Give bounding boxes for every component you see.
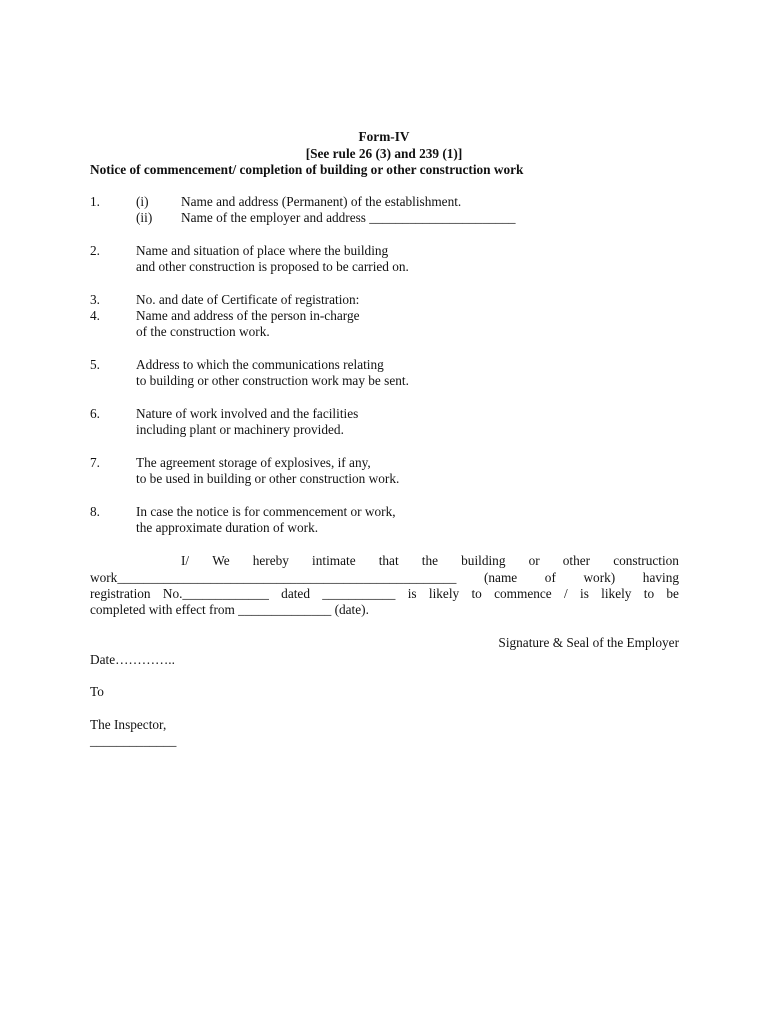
notice-title: Notice of commencement/ completion of building or other construction work [90, 162, 524, 177]
item-number: 3. [90, 292, 100, 307]
declaration-word: work___________________________________________________ [90, 570, 457, 585]
item-text: Name and address (Permanent) of the establishment. [181, 194, 462, 209]
item-text: Name of the employer and address ______________________ [181, 210, 516, 225]
item-number: 1. [90, 194, 100, 209]
declaration-word: likely [428, 586, 460, 601]
declaration-word: hereby [252, 553, 289, 568]
declaration-word: commence [494, 586, 552, 601]
item-text: In case the notice is for commencement or work, [136, 504, 396, 519]
declaration-word: the [421, 553, 439, 568]
declaration-word: (name [483, 570, 518, 585]
declaration-word: No._____________ [162, 586, 269, 601]
declaration-word: or [528, 553, 540, 568]
declaration-word: be [666, 586, 679, 601]
item-number: 4. [90, 308, 100, 323]
item-text: including plant or machinery provided. [136, 422, 344, 437]
declaration-word: intimate [312, 553, 356, 568]
declaration-word: I/ [181, 553, 190, 568]
item-number: 2. [90, 243, 100, 258]
item-text: of the construction work. [136, 324, 270, 339]
to-label: To [90, 684, 104, 699]
declaration-line-2 [90, 570, 679, 586]
item-number: 7. [90, 455, 100, 470]
declaration-word: that [378, 553, 399, 568]
declaration-word: is [580, 586, 589, 601]
item-number: 8. [90, 504, 100, 519]
declaration-word: construction [613, 553, 679, 568]
item-sub-label: (ii) [136, 210, 153, 225]
declaration-word: / [564, 586, 568, 601]
declaration-word: ___________ [322, 586, 396, 601]
declaration-line-3 [90, 586, 679, 602]
item-text: Name and situation of place where the building [136, 243, 389, 258]
item-number: 6. [90, 406, 100, 421]
declaration-line-4: completed with effect from ______________ (date). [90, 602, 369, 617]
declaration-word: work) [583, 570, 616, 585]
item-text: and other construction is proposed to be carried on. [136, 259, 409, 274]
item-text: The agreement storage of explosives, if any, [136, 455, 371, 470]
declaration-word: to [643, 586, 655, 601]
inspector-label: The Inspector, [90, 717, 167, 732]
rule-reference: [See rule 26 (3) and 239 (1)] [305, 146, 463, 161]
item-text: Nature of work involved and the facilities [136, 406, 359, 421]
declaration-word: other [562, 553, 591, 568]
declaration-word: of [544, 570, 556, 585]
item-text: the approximate duration of work. [136, 520, 319, 535]
inspector-blank-line: _____________ [90, 733, 177, 748]
item-text: Address to which the communications relating [136, 357, 384, 372]
item-sub-label: (i) [136, 194, 149, 209]
declaration-word: registration [90, 586, 151, 601]
declaration-word: is [407, 586, 417, 601]
declaration-word: We [212, 553, 230, 568]
declaration-word: to [471, 586, 482, 601]
item-text: to be used in building or other construction work. [136, 471, 400, 486]
date-label: Date………….. [90, 652, 175, 667]
item-text: No. and date of Certificate of registration: [136, 292, 360, 307]
declaration-line-1 [181, 553, 679, 569]
signature-label: Signature & Seal of the Employer [498, 635, 679, 650]
declaration-word: likely [601, 586, 632, 601]
item-text: to building or other construction work may be sent. [136, 373, 409, 388]
item-number: 5. [90, 357, 100, 372]
declaration-word: having [642, 570, 679, 585]
form-title: Form-IV [358, 129, 410, 144]
declaration-word: dated [281, 586, 310, 601]
declaration-word: building [461, 553, 506, 568]
item-text: Name and address of the person in-charge [136, 308, 360, 323]
